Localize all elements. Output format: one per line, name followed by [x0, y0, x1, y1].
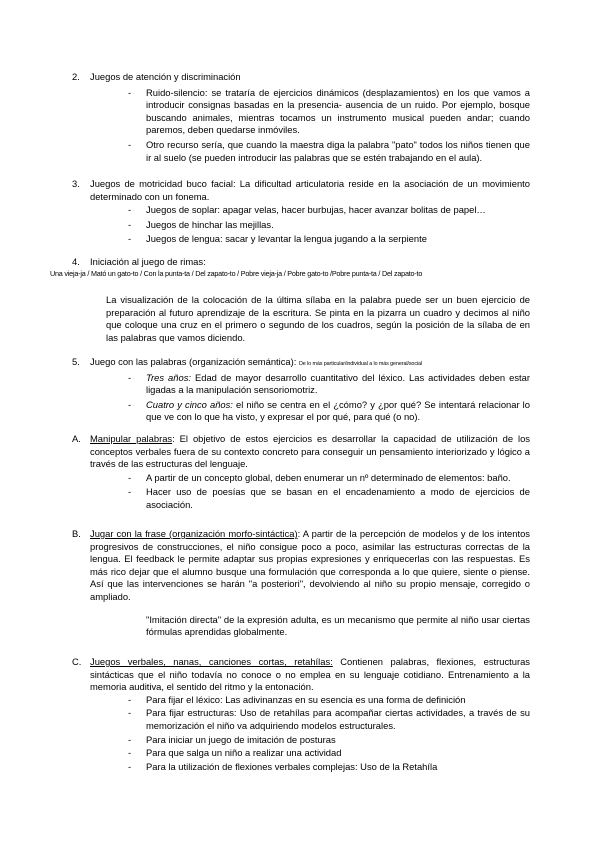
section-number: 5.	[72, 356, 80, 367]
section-title: Iniciación al juego de rimas:	[90, 256, 206, 267]
list-item: - Para fijar estructuras: Uso de retahílas para acompañar ciertas actividades, a través de su memorización el niño va adquiriendo modelos estructurales.	[128, 707, 530, 732]
section-title: Juegos de atención y discriminación	[90, 71, 241, 82]
list-item	[128, 399, 530, 424]
list-item: - Para que salga un niño a realizar una actividad	[128, 747, 530, 760]
item-emphasis: Cuatro y cinco años:	[146, 398, 233, 410]
section-c	[72, 656, 530, 773]
bullet-list	[90, 87, 530, 165]
bullet-list	[90, 204, 530, 246]
section-paragraph	[90, 528, 530, 604]
bullet-list	[90, 694, 530, 774]
item-text: el niño se centra en el ¿cómo? y ¿por qué? Se intentará relacionar lo que ve con lo que ha visto, y expresar el por qué, para qué (o no).	[146, 398, 530, 423]
list-item: - Juegos de lengua: sacar y levantar la lengua jugando a la serpiente	[128, 233, 530, 246]
section-number: 3.	[72, 178, 80, 189]
section-text: : A partir de la percepción de modelos y de los intentos progresivos de construcciones, el niño consigue poco a poco, asimilar las estructuras correctas de la lengua. El feedback le permite adaptar sus propias expresiones y enriquecerlas con las respuestas. Es más rico dejar que el alumno busque una formulación que corresponda a lo que quiere, siente o piense. Así que las intervenciones se harán "a posteriori", devolviendo al niño su propio mensaje, corregido o ampliado.	[90, 528, 530, 602]
bullet-list	[90, 472, 530, 512]
list-item	[128, 372, 530, 397]
list-item: - A partir de un concepto global, deben enumerar un nº determinado de elementos: baño.	[128, 472, 530, 485]
section-subtitle: De lo más particular/individual a lo más general/social	[298, 361, 423, 367]
section-number: C.	[72, 656, 82, 667]
section-text: Contienen palabras, flexiones, estructuras sintácticas que el niño todavía no conoce o no emplea en su lenguaje cotidiano. Entrenamiento a la memoria auditiva, el sentido del ritmo y la entonación.	[90, 656, 530, 693]
list-item: - Hacer uso de poesías que se basan en el encadenamiento a modo de ejercicios de asociación.	[128, 486, 530, 511]
list-item: - Juegos de soplar: apagar velas, hacer burbujas, hacer avanzar bolitas de papel…	[128, 204, 530, 217]
item-emphasis: Tres años:	[146, 371, 191, 383]
section-paragraph	[90, 433, 530, 471]
section-2	[72, 71, 530, 164]
list-item: - Para iniciar un juego de imitación de posturas	[128, 734, 530, 747]
section-number: 2.	[72, 71, 80, 82]
list-item: - Otro recurso sería, que cuando la maestra diga la palabra "pato" todos los niños tienen que ir al suelo (se pueden introducir las palabras que se estén trabajando en el aula).	[128, 139, 530, 164]
section-number: A.	[72, 433, 81, 444]
section-b	[72, 528, 530, 639]
section-title: Manipular palabras	[90, 433, 173, 444]
section-title: Jugar con la frase (organización morfo-sintáctica)	[90, 528, 298, 539]
section-number: B.	[72, 528, 81, 539]
section-title: Juegos verbales, nanas, canciones cortas, retahílas:	[90, 656, 333, 667]
section-4-paragraph: La visualización de la colocación de la última sílaba en la palabra puede ser un buen ejercicio de preparación al futuro aprendizaje de la escritura. Se pinta en la pizarra un cuadro y decimos al niño que coloque una cruz en el primero o segundo de los cuadros, según la posición de la sílaba de en las palabras que vamos diciendo.	[106, 294, 530, 343]
section-5	[72, 356, 530, 424]
section-title: Juego con las palabras (organización semántica):	[90, 356, 297, 367]
section-paragraph	[90, 656, 530, 694]
quote-paragraph: "Imitación directa" de la expresión adulta, es un mecanismo que permite al niño usar ciertas fórmulas aprendidas globalmente.	[146, 613, 530, 638]
section-intro: Juegos de motricidad buco facial: La dificultad articulatoria reside en la asociación de un movimiento determinado con un fonema.	[90, 178, 530, 202]
section-4	[72, 256, 530, 269]
section-title-line	[90, 356, 530, 371]
list-item: - Juegos de hinchar las mejillas.	[128, 219, 530, 232]
list-item: - Para fijar el léxico: Las adivinanzas en su esencia es una forma de definición	[128, 694, 530, 707]
section-number: 4.	[72, 256, 80, 267]
section-a	[72, 433, 530, 512]
rhyme-line: Una vieja-ja / Mató un gato-to / Con la punta-ta / Del zapato-to / Pobre vieja-ja / Pobre gato-to /Pobre punta-ta / Del zapato-to	[50, 269, 423, 278]
list-item: - Ruido-silencio: se trataría de ejercicios dinámicos (desplazamientos) en los que vamos a introducir consignas basadas en la presencia- ausencia de un ruido. Por ejemplo, bosque buscando animales, mientras tocamos un instrumento musical pueden andar; cuando paremos, deben quedarse inmóviles.	[128, 87, 530, 137]
bullet-list	[90, 372, 530, 424]
list-item: - Para la utilización de flexiones verbales complejas: Uso de la Retahíla	[128, 761, 530, 774]
item-text: Edad de mayor desarrollo cuantitativo del léxico. Las actividades deben estar ligadas a la manipulación sensoriomotriz.	[146, 371, 530, 396]
section-text: : El objetivo de estos ejercicios es desarrollar la capacidad de utilización de los conceptos verbales fuera de su contexto concreto para conseguir un pensamiento interiorizado y lógico a través de las estructuras del lenguaje.	[90, 433, 530, 470]
section-3	[72, 178, 530, 246]
